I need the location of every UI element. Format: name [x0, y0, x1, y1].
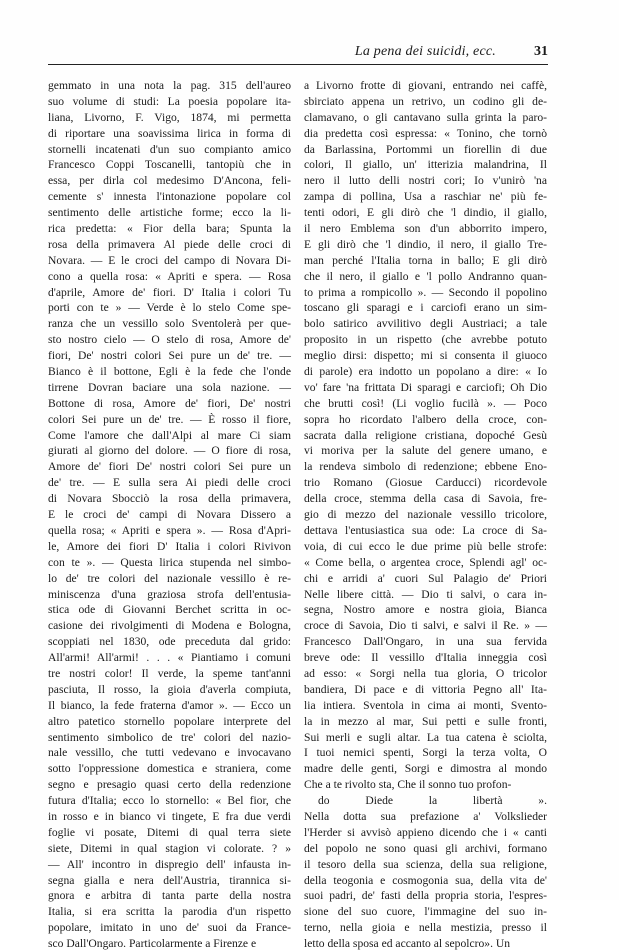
- text-line: la rendeva simbolo di redenzione; ebbene Eno-: [304, 460, 547, 474]
- text-line: All'armi! All'armi! . . . « Piantiamo i comuni: [48, 651, 291, 665]
- text-line: sacrata dalla religione cristiana, dopoché Gesù: [304, 428, 547, 442]
- right-column: [304, 78, 547, 952]
- text-line: con te ». — Questa lirica stupenda nel simbo-: [48, 555, 291, 569]
- text-line: Nelle libere città. — Dio ti salvi, o cara in-: [304, 587, 547, 601]
- text-line: — All' incontro in dispregio dell' infausta in-: [48, 857, 291, 871]
- text-line: Il bianco, la fede fraterna d'amor ». — Ecco un: [48, 698, 291, 712]
- text-line: trio Romano (Giosue Carducci) ricordevole: [304, 476, 547, 490]
- page-number: 31: [534, 44, 548, 59]
- text-line: zampa di pollina, Usa a raschiar ne' più fe-: [304, 190, 547, 204]
- text-line: dettava l'entusiastica sua ode: La croce di Sa-: [304, 523, 547, 537]
- running-title: La pena dei suicidi, ecc.: [354, 44, 496, 59]
- text-line: Che a te rivolto sta, Che il sonno tuo profon-: [304, 778, 512, 792]
- text-line: clamavano, o gli cantavano sulla grinta la paro-: [304, 110, 547, 124]
- text-line: gemmato in una nota la pag. 315 dell'aureo: [48, 79, 291, 92]
- text-line: Bottone di rosa, Amore de' fiori, De' nostri: [48, 396, 291, 410]
- text-line: Novara. — E le croci del campo di Novara Di-: [48, 253, 291, 267]
- text-line: Francesco Dall'Ongaro, in una sua fervida: [304, 635, 547, 649]
- text-line: il tesoro della sua scienza, della sua religione,: [304, 857, 547, 871]
- text-line: E gli dirò che 'l dindio, il nero, il giallo Tre-: [304, 237, 547, 251]
- text-line: miniscenza d'una graziosa strofa dell'entusia-: [48, 587, 291, 601]
- header-rule: [48, 64, 548, 65]
- text-line: le, Amore dei fiori D' Italia i colori Rivivon: [48, 539, 291, 553]
- text-line: tirrene Dovran baciare una sola nazione. —: [48, 380, 291, 394]
- text-line: di parole) era indotto un popolano a dire: « Io: [304, 365, 547, 379]
- text-line: E le croci de' campi di Novara Dissero a: [48, 508, 291, 522]
- text-line: fiori, De' nostri colori Sei pure un de' tre. —: [48, 349, 291, 363]
- text-line: Italia, si era scritta la parodia d'un rispetto: [48, 905, 291, 919]
- text-line: voia, di cui ecco le due prime più belle strofe:: [304, 539, 547, 553]
- page-header: [48, 44, 548, 62]
- text-line: scoppiati nel 1830, ode preceduta dal grido:: [48, 635, 291, 649]
- text-line: liana, Livorno, F. Vigo, 1874, mi permetta: [48, 110, 291, 124]
- text-line: suoi padri, de' fasti della propria storia, l'espres-: [304, 889, 547, 903]
- text-line: pasciuta, Il rosso, la gioia d'averla compiuta,: [48, 682, 291, 696]
- text-line: che brutti così! (Li voglio fucilà ». — Poco: [304, 396, 547, 410]
- text-line: altro patetico stornello popolare interprete del: [48, 714, 291, 728]
- text-line: d'aprile, Amore de' fiori. D' Italia i colori Tu: [48, 285, 291, 299]
- text-line: popolare, imitato in uno de' suoi da France-: [48, 921, 291, 935]
- text-line: nale vessillo, che tutti vedevano e invocavano: [48, 746, 291, 760]
- text-line: quella rosa; « Apriti e spera ». — Rosa d'Apri-: [48, 523, 291, 537]
- text-line: di Novara Sbocciò la rosa della primavera,: [48, 492, 291, 506]
- text-line: sentimento simbolico de tre' colori del nazio-: [48, 730, 291, 744]
- text-line: che il nero, il giallo e 'l pollo Andranno quan-: [304, 269, 547, 283]
- text-line: do Diede la libertà ».: [318, 794, 547, 808]
- left-column: [48, 78, 291, 952]
- text-line: stornelli incatenati d'un suo compianto amico: [48, 142, 291, 156]
- text-line: ranza che un vessillo solo Sventolerà per que-: [48, 317, 291, 331]
- text-line: Amore de' fiori De' nostri colori Sei pure un: [48, 460, 291, 474]
- text-line: Nella dotta sua prefazione a' Volkslieder: [304, 809, 547, 823]
- text-line: tre nostri color! Il verde, la speme tant'anni: [48, 666, 291, 680]
- text-line: sentimento delle artistiche forme; ecco la li-: [48, 206, 291, 220]
- text-line: proposito in un rispetto (che avrebbe potuto: [304, 333, 547, 347]
- text-line: sione del suo cuore, l'immagine del suo in-: [304, 905, 547, 919]
- text-line: sotto l'oppressione domestica e straniera, come: [48, 762, 291, 776]
- text-line: de' tre. — E sulla sera Ai piedi delle croci: [48, 476, 291, 490]
- text-line: ad esso: « Sorgi nella tua gloria, O tricolor: [304, 666, 547, 680]
- text-line: vi moriva per la salute del genere umano, e: [304, 444, 547, 458]
- text-line: siete, Ditemi in qual stagion vi colorate. ? »: [48, 841, 291, 855]
- text-line: cono a quella rosa: « Apriti e spera. — Rosa: [48, 269, 291, 283]
- text-line: terno, nella gioia e nella mestizia, presso il: [304, 921, 547, 935]
- text-line: Francesco Coppi Toscanelli, tantopiù che in: [48, 158, 291, 172]
- text-line: lo de' tre colori del nazionale vessillo è re-: [48, 571, 291, 585]
- text-line: in rosso e in bianco vi tingete, E fra due verdi: [48, 809, 291, 823]
- text-line: essa, per dirla col medesimo D'Ancona, feli-: [48, 174, 291, 188]
- text-line: sbirciato appena un retrivo, un codino gli de-: [304, 94, 547, 108]
- text-line: a Livorno frotte di giovani, entrando nei caffè,: [304, 79, 547, 92]
- text-line: casione dei rivolgimenti di Modena e Bologna,: [48, 619, 291, 633]
- text-line: breve ode: Il vessillo d'Italia inneggia così: [304, 651, 547, 665]
- text-line: « Come bella, o argentea croce, Splendi agl' oc-: [304, 555, 547, 569]
- text-line: del popolo ne sono quasi gli archivi, formano: [304, 841, 547, 855]
- text-line: giurati al giorno del dolore. — O fiore di rosa,: [48, 444, 291, 458]
- text-line: rica predetta: « Fior della bara; Spunta la: [48, 222, 291, 236]
- text-line: lia intiera. Sventola in cima ai monti, Svento-: [304, 698, 547, 712]
- text-line: stica ode di Giovanni Berchet scritta in oc-: [48, 603, 291, 617]
- text-line: vo' fare 'na frittata Di sparagi e carciofi; Oh Dio: [304, 380, 547, 394]
- text-line: Come l'amore che dall'Alpi al mare Ci siam: [48, 428, 291, 442]
- text-line: foglie vi posate, Ditemi di qual terra siete: [48, 825, 291, 839]
- text-line: l'Herder si avvisò appieno dicendo che i « canti: [304, 825, 547, 839]
- text-line: la in mezzo al mar, Sui petti e sulle fronti,: [304, 714, 547, 728]
- text-line: sopra ho ricordato l'albero della croce, con-: [304, 412, 547, 426]
- text-line: colori Sei pure un de' tre. — È rosso il fiore,: [48, 412, 291, 426]
- text-line: madre delle genti, Sorgi e dimostra al mondo: [304, 762, 547, 776]
- text-line: dia predetta così espressa: « Tonino, che tornò: [304, 126, 547, 140]
- text-line: di riportare una soavissima lirica in forma di: [48, 126, 291, 140]
- text-line: tenti odori, E gli dirò che 'l dindio, il giallo,: [304, 206, 547, 220]
- text-line: gnora e arbitra di tanta parte della nostra: [48, 889, 291, 903]
- text-line: sco Dall'Ongaro. Particolarmente a Firenze e: [48, 937, 257, 951]
- text-line: segna gialla e nera dell'Austria, tirannica si-: [48, 873, 291, 887]
- text-line: Sui merli e sugli altar. La tua catena è sciolta,: [304, 730, 547, 744]
- text-line: bandiera, Di pace e di vittoria Pegno all' Ita-: [304, 682, 547, 696]
- text-line: croce di Savoia, Dio ti salvi, e salvi il Re. » —: [304, 619, 547, 633]
- text-line: della teogonia e cosmogonia sua, della vita de': [304, 873, 547, 887]
- text-line: cemente s' innesta l'intonazione popolare col: [48, 190, 291, 204]
- text-line: della croce, stemma della casa di Savoia, fre-: [304, 492, 547, 506]
- text-line: toscano gli sparagi e i carciofi erano un sim-: [304, 301, 547, 315]
- text-line: sto nostro cielo — O stelo di rosa, Amore de': [48, 333, 291, 347]
- text-line: rosa della primavera Al piede delle croci di: [48, 237, 291, 251]
- text-line: futura d'Italia; ecco lo stornello: « Bel fior, che: [48, 794, 291, 808]
- text-line: man perché l'Italia torna in ballo; E gli dirò: [304, 253, 547, 267]
- text-line: I tuoi nemici spenti, Sorgi la terza volta, O: [304, 746, 547, 760]
- text-line: meglio dirsi: dispetto; mi si consenta il giuoco: [304, 349, 547, 363]
- text-line: nero il lutto delli nostri cori; Io v'unirò 'na: [304, 174, 547, 188]
- text-line: da Barlassina, Portommi un fiorellin di due: [304, 142, 547, 156]
- text-line: chi e arridi a' cuori Sul Palagio de' Priori: [304, 571, 547, 585]
- text-line: segno e presagio quasi certo della redenzione: [48, 778, 291, 792]
- text-line: il nero Emblema son d'un abborrito impero,: [304, 222, 547, 236]
- text-line: to prima a rompicollo ». — Secondo il popolino: [304, 285, 547, 299]
- text-line: gio di mezzo del nazionale vessillo tricolore,: [304, 508, 547, 522]
- text-line: letto della sposa ed accanto al sepolcro». Un: [304, 937, 511, 951]
- text-line: Bianco è il bottone, Egli è la fede che l'onde: [48, 365, 291, 379]
- text-line: segna, Nostro amore e nostra gioia, Bianca: [304, 603, 547, 617]
- text-line: suo volume di studi: La poesia popolare ita-: [48, 94, 291, 108]
- text-line: porti con te » — Verde è lo stelo Come spe-: [48, 301, 291, 315]
- text-line: colori, Il giallo, un' itterizia malandrina, Il: [304, 158, 547, 172]
- text-line: bolo satirico avvilitivo degli Austriaci; a tale: [304, 317, 547, 331]
